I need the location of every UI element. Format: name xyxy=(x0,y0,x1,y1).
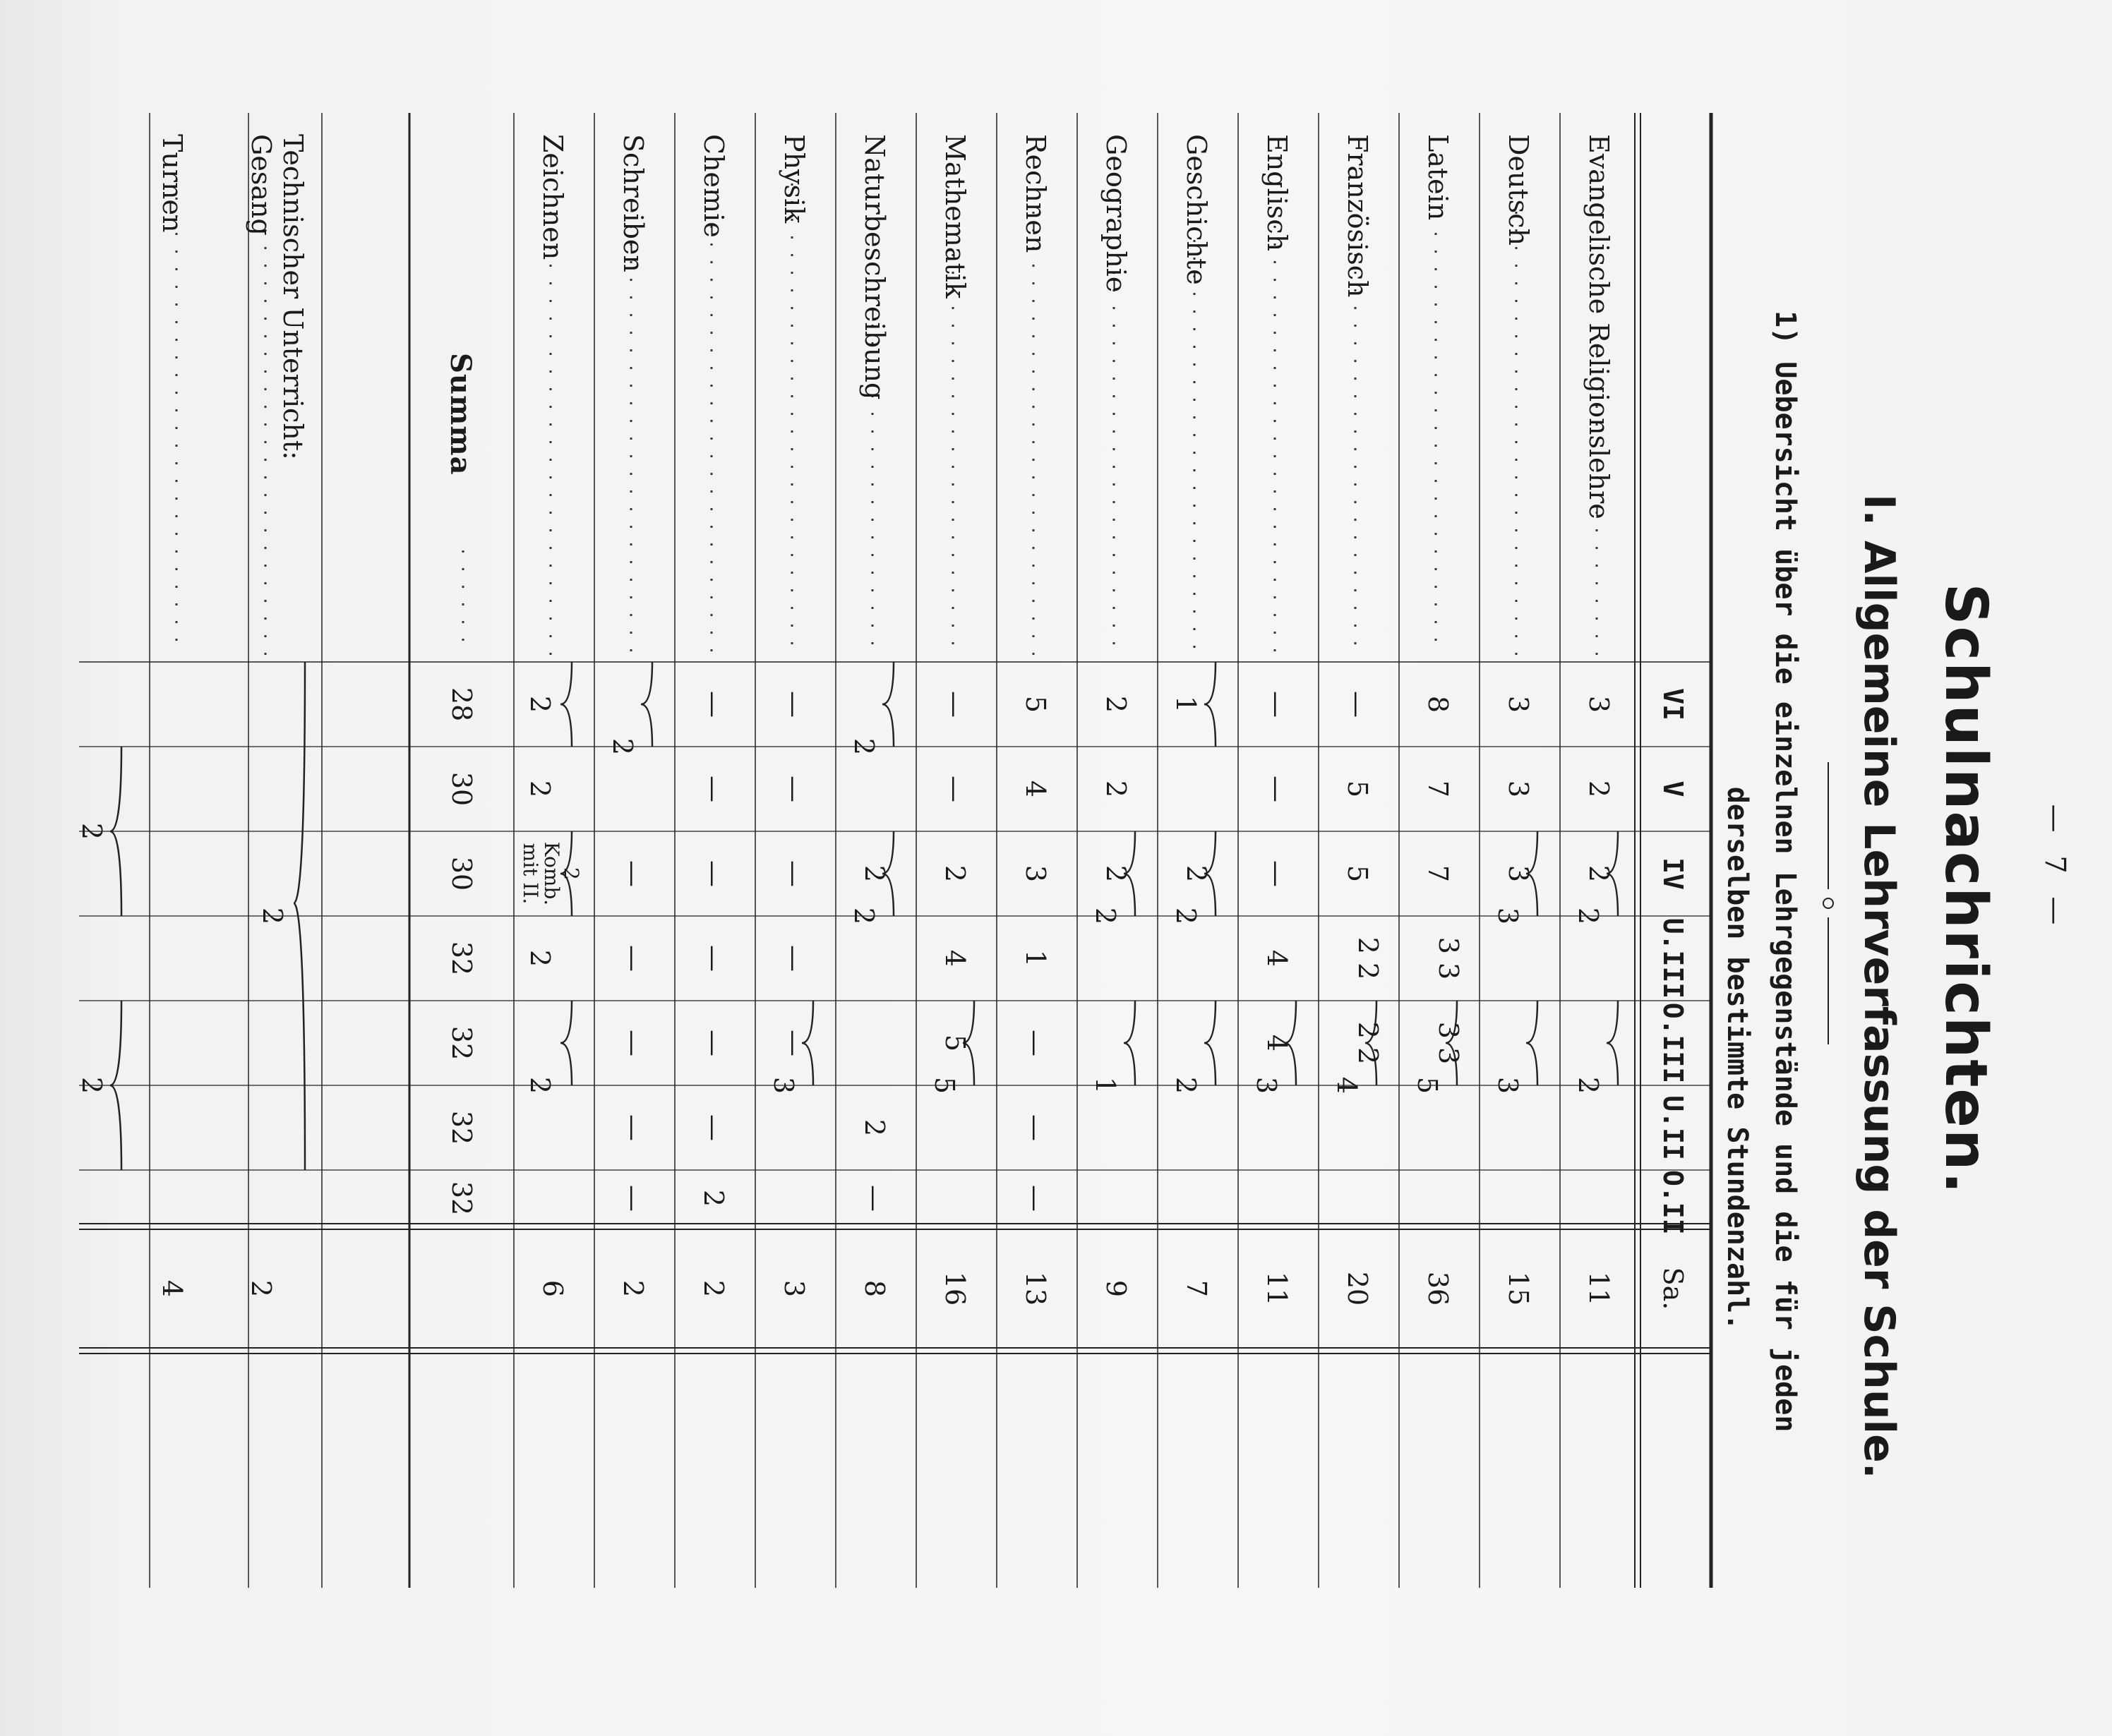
cell: 8 xyxy=(1422,695,1453,713)
subject-franzoesisch: Französisch xyxy=(1342,134,1373,298)
cell: 4 xyxy=(1331,1076,1362,1095)
cell: 3 xyxy=(1503,780,1534,798)
cell: 2 xyxy=(607,737,638,756)
cell: — xyxy=(698,860,729,887)
cell: 3 xyxy=(1251,1076,1282,1095)
zeichnen-note: Komb. mit II. xyxy=(519,841,563,906)
cell: — xyxy=(1261,691,1292,718)
cell: 2 xyxy=(1573,907,1604,925)
cell: — xyxy=(779,860,810,887)
cell: 4 xyxy=(1020,780,1051,798)
turnen-total: 4 xyxy=(157,1279,188,1298)
subject-chemie: Chemie xyxy=(698,134,729,238)
cell: 2 xyxy=(1573,1076,1604,1095)
subject-religion: Evangelische Religionslehre xyxy=(1583,134,1614,519)
cell: 1 xyxy=(1170,695,1201,713)
summa-cell: 28 xyxy=(446,687,477,722)
cell: 2 xyxy=(524,695,556,713)
subject-physik: Physik xyxy=(779,134,810,224)
subject-naturbeschreibung: Naturbeschreibung xyxy=(859,134,890,400)
cell: 3 xyxy=(768,1076,799,1095)
section-title: I. Allgemeine Lehrverfassung der Schule. xyxy=(1854,494,1904,1479)
subject-geographie: Geographie xyxy=(1100,134,1132,293)
cell: — xyxy=(618,1114,649,1141)
cell: 2 xyxy=(1100,864,1132,883)
cell: 4 xyxy=(940,949,971,968)
gesang-value: 2 xyxy=(257,907,288,925)
cell: 2 xyxy=(1090,907,1121,925)
cell: 2 xyxy=(524,780,556,798)
cell: 5 xyxy=(1342,780,1373,798)
turnen-value: 2 xyxy=(76,1076,107,1095)
cell: — xyxy=(779,1030,810,1056)
col-header-vi: VI xyxy=(1657,688,1688,721)
summa-cell: 30 xyxy=(446,856,477,891)
col-header-iv: IV xyxy=(1657,857,1688,890)
cell-total: 2 xyxy=(698,1279,729,1298)
subject-rechnen: Rechnen xyxy=(1020,134,1051,253)
cell: 1 xyxy=(1020,949,1051,968)
subject-englisch: Englisch xyxy=(1261,134,1292,252)
cell: 5 xyxy=(929,1076,960,1095)
cell: — xyxy=(698,945,729,972)
cell: 2 xyxy=(859,864,890,883)
cell: 2 2 xyxy=(1352,1021,1384,1065)
cell: 2 xyxy=(859,1119,890,1137)
cell: 2 xyxy=(524,949,556,968)
subject-geschichte: Geschichte xyxy=(1181,134,1212,285)
cell: — xyxy=(698,1114,729,1141)
col-header-o-ii: O.II xyxy=(1657,1170,1688,1235)
page-heading: Schulnachrichten. xyxy=(1932,583,1999,1195)
cell-total: 11 xyxy=(1261,1271,1292,1306)
cell-total: 3 xyxy=(779,1279,810,1298)
col-header-sa: Sa. xyxy=(1657,1267,1688,1310)
cell-total: 8 xyxy=(859,1279,890,1298)
cell-total: 11 xyxy=(1583,1271,1614,1306)
cell: 2 xyxy=(524,1076,556,1095)
cell: — xyxy=(1020,1114,1051,1141)
cell: — xyxy=(779,691,810,718)
cell: 2 xyxy=(560,867,583,880)
subject-deutsch: Deutsch xyxy=(1503,134,1534,246)
summa-cell: 30 xyxy=(446,771,477,807)
subject-turnen: Turnen xyxy=(157,134,188,233)
cell: 2 xyxy=(1181,864,1212,883)
cell-total: 20 xyxy=(1342,1271,1373,1306)
cell: 5 xyxy=(1020,695,1051,713)
cell: 1 xyxy=(1090,1076,1121,1095)
cell: 2 xyxy=(698,1189,729,1207)
cell: — xyxy=(779,945,810,972)
cell: 7 xyxy=(1422,780,1453,798)
cell: 5 xyxy=(1412,1076,1443,1095)
table-subtitle-line2: derselben bestimmte Stundenzahl. xyxy=(1721,786,1753,1331)
col-header-v: V xyxy=(1657,780,1688,797)
cell-total: 36 xyxy=(1422,1271,1453,1306)
cell: — xyxy=(698,691,729,718)
summa-label: Summa xyxy=(444,353,477,476)
cell: — xyxy=(618,860,649,887)
cell: 3 xyxy=(1020,864,1051,883)
cell: — xyxy=(859,1185,890,1212)
cell-total: 2 xyxy=(618,1279,649,1298)
cell: 2 xyxy=(1100,695,1132,713)
cell: — xyxy=(698,1030,729,1056)
summa-cell: 32 xyxy=(446,941,477,976)
cell: 3 xyxy=(1492,1076,1523,1095)
cell: 3 xyxy=(1492,907,1523,925)
cell-total: 7 xyxy=(1181,1279,1212,1298)
cell: 5 xyxy=(1342,864,1373,883)
gesang-total: 2 xyxy=(246,1279,277,1298)
cell: 7 xyxy=(1422,864,1453,883)
summa-cell: 32 xyxy=(446,1110,477,1145)
cell: 3 xyxy=(1503,864,1534,883)
cell: — xyxy=(1261,776,1292,802)
table-subtitle-line1: 1) Uebersicht über die einzelnen Lehrgegenstände und die für jeden xyxy=(1769,311,1801,1433)
subject-mathematik: Mathematik xyxy=(940,134,971,299)
cell-total: 15 xyxy=(1503,1271,1534,1306)
cell: 3 xyxy=(1503,695,1534,713)
cell: 2 xyxy=(1170,907,1201,925)
cell-total: 13 xyxy=(1020,1271,1051,1306)
subject-latein: Latein xyxy=(1422,134,1453,221)
cell: — xyxy=(1342,691,1373,718)
subject-gesang: Gesang xyxy=(246,134,277,236)
col-header-u-iii: U.III xyxy=(1657,917,1688,999)
cell: 5 xyxy=(940,1034,971,1052)
cell: 2 xyxy=(1100,780,1132,798)
technical-label: Technischer Unterricht: xyxy=(277,134,308,460)
col-header-u-ii: U.II xyxy=(1657,1095,1688,1160)
turnen-value: 2 xyxy=(76,822,107,840)
subject-schreiben: Schreiben xyxy=(618,134,649,272)
cell-total: 6 xyxy=(537,1279,568,1298)
cell: — xyxy=(618,1030,649,1056)
cell: 2 xyxy=(848,907,880,925)
cell: — xyxy=(1020,1185,1051,1212)
cell: 4 xyxy=(1261,1034,1292,1052)
cell: — xyxy=(618,945,649,972)
cell: — xyxy=(779,776,810,802)
cell: — xyxy=(940,776,971,802)
summa-cell: 32 xyxy=(446,1025,477,1061)
cell: 4 xyxy=(1261,949,1292,968)
cell: 2 xyxy=(848,737,880,756)
cell: — xyxy=(1020,1030,1051,1056)
cell: 2 xyxy=(1583,864,1614,883)
subject-zeichnen: Zeichnen xyxy=(537,134,568,260)
cell-total: 16 xyxy=(940,1271,971,1306)
cell: 2 xyxy=(1583,780,1614,798)
cell: — xyxy=(618,1185,649,1212)
summa-cell: 32 xyxy=(446,1181,477,1216)
col-header-o-iii: O.III xyxy=(1657,1002,1688,1084)
cell: 3 3 xyxy=(1433,936,1464,980)
cell: — xyxy=(940,691,971,718)
cell: 3 3 xyxy=(1433,1021,1464,1065)
page-number: — 7 — xyxy=(2039,804,2071,932)
cell: 2 2 xyxy=(1352,936,1384,980)
cell: — xyxy=(698,776,729,802)
cell-total: 9 xyxy=(1100,1279,1132,1298)
cell: — xyxy=(1261,860,1292,887)
cell: 2 xyxy=(940,864,971,883)
cell: 2 xyxy=(1170,1076,1201,1095)
cell: 3 xyxy=(1583,695,1614,713)
